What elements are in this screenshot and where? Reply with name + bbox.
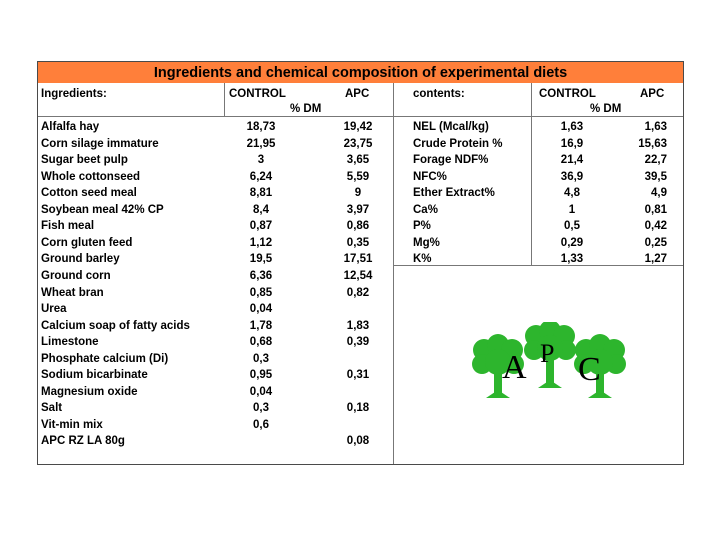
ingredient-name: Salt <box>41 402 63 415</box>
content-apc-value: 0,25 <box>644 236 667 249</box>
apc-logo <box>468 322 628 404</box>
ingredient-name: APC RZ LA 80g <box>41 435 125 448</box>
ingredient-apc-value: 12,54 <box>343 269 373 282</box>
ingredient-control-value: 6,36 <box>249 269 273 282</box>
content-name: Ether Extract% <box>413 187 495 200</box>
ingredient-name: Alfalfa hay <box>41 121 100 133</box>
ingredient-name: Vit-min mix <box>41 418 103 431</box>
content-name: Mg% <box>413 236 440 249</box>
ingredient-name: Ground corn <box>41 269 111 282</box>
ingredients-apc-header: APC <box>345 88 370 100</box>
content-control-value: 0,29 <box>560 236 584 249</box>
ingredient-apc-value: 19,42 <box>343 121 373 133</box>
ingredient-control-value: 8,4 <box>253 203 269 216</box>
ingredient-control-value: 0,3 <box>253 352 269 365</box>
ingredient-name: Corn gluten feed <box>41 236 133 249</box>
ingredient-name: Corn silage immature <box>41 137 159 150</box>
ingredient-apc-value: 17,51 <box>343 253 373 266</box>
ingredient-name: Fish meal <box>41 220 95 233</box>
ingredient-name: Sugar beet pulp <box>41 154 128 167</box>
content-apc-value: 22,7 <box>644 154 667 167</box>
ingredient-apc-value: 3,65 <box>346 154 370 167</box>
content-control-value: 36,9 <box>560 170 584 183</box>
content-apc-value: 15,63 <box>638 137 667 150</box>
content-apc-value: 1,27 <box>644 253 667 266</box>
ingredient-name: Urea <box>41 303 67 316</box>
content-name: NFC% <box>413 170 447 183</box>
ingredient-control-value: 3 <box>257 154 265 167</box>
ingredient-control-value: 8,81 <box>249 187 273 200</box>
ingredient-control-value: 1,78 <box>249 319 273 332</box>
ingredient-apc-value: 0,82 <box>346 286 370 299</box>
content-apc-value: 1,63 <box>644 121 667 133</box>
ingredient-control-value: 21,95 <box>246 137 276 150</box>
content-name: Crude Protein % <box>413 137 503 150</box>
ingredient-control-value: 0,87 <box>249 220 273 233</box>
content-name: P% <box>413 220 431 233</box>
ingredient-apc-value: 0,39 <box>346 336 370 349</box>
divider-left-names <box>224 83 225 116</box>
logo-letter-c: C <box>578 351 601 388</box>
content-apc-value: 4,9 <box>651 187 667 200</box>
content-control-value: 4,8 <box>564 187 580 200</box>
content-control-value: 1,33 <box>560 253 584 266</box>
ingredient-apc-value: 5,59 <box>346 170 370 183</box>
ingredient-control-value: 0,04 <box>249 303 273 316</box>
ingredient-name: Magnesium oxide <box>41 385 138 398</box>
ingredient-name: Wheat bran <box>41 286 104 299</box>
ingredient-apc-value: 1,83 <box>346 319 370 332</box>
content-control-value: 21,4 <box>560 154 584 167</box>
ingredient-apc-value: 3,97 <box>346 203 370 216</box>
ingredient-name: Cotton seed meal <box>41 187 137 200</box>
divider-right-names <box>531 83 532 265</box>
ingredient-apc-value: 23,75 <box>343 137 373 150</box>
ingredients-control-header: CONTROL <box>229 88 286 100</box>
ingredient-control-value: 19,5 <box>249 253 273 266</box>
ingredient-name: Phosphate calcium (Di) <box>41 352 169 365</box>
ingredient-control-value: 0,68 <box>249 336 273 349</box>
ingredient-control-value: 0,95 <box>249 369 273 382</box>
content-control-value: 0,5 <box>564 220 580 233</box>
header-underline <box>38 116 683 117</box>
content-apc-value: 0,81 <box>644 203 667 216</box>
ingredient-control-value: 18,73 <box>246 121 276 133</box>
contents-unit-header: % DM <box>590 103 622 115</box>
divider-left-table <box>393 83 394 464</box>
ingredient-name: Sodium bicarbinate <box>41 369 148 382</box>
ingredient-apc-value: 9 <box>354 187 362 200</box>
ingredient-control-value: 1,12 <box>249 236 273 249</box>
logo-letter-p: P <box>540 339 555 368</box>
ingredient-name: Ground barley <box>41 253 120 266</box>
ingredient-control-value: 6,24 <box>249 170 273 183</box>
ingredient-apc-value: 0,18 <box>346 402 370 415</box>
ingredients-header: Ingredients: <box>41 88 107 100</box>
ingredient-control-value: 0,85 <box>249 286 273 299</box>
ingredient-control-value: 0,04 <box>249 385 273 398</box>
content-name: Forage NDF% <box>413 154 489 167</box>
ingredient-name: Limestone <box>41 336 99 349</box>
content-apc-value: 39,5 <box>644 170 667 183</box>
ingredient-apc-value: 0,35 <box>346 236 370 249</box>
ingredient-name: Calcium soap of fatty acids <box>41 319 190 332</box>
content-control-value: 16,9 <box>560 137 584 150</box>
content-control-value: 1,63 <box>560 121 584 133</box>
contents-control-header: CONTROL <box>539 88 596 100</box>
ingredient-control-value: 0,3 <box>253 402 269 415</box>
ingredients-unit-header: % DM <box>290 103 322 115</box>
content-name: NEL (Mcal/kg) <box>413 121 489 133</box>
ingredient-apc-value: 0,86 <box>346 220 370 233</box>
ingredient-apc-value: 0,31 <box>346 369 370 382</box>
content-control-value: 1 <box>568 203 576 216</box>
logo-letter-a: A <box>502 349 527 386</box>
content-apc-value: 0,42 <box>644 220 667 233</box>
content-name: Ca% <box>413 203 438 216</box>
ingredient-control-value: 0,6 <box>253 418 269 431</box>
contents-header: contents: <box>413 88 465 100</box>
ingredient-name: Whole cottonseed <box>41 170 141 183</box>
ingredient-name: Soybean meal 42% CP <box>41 203 164 216</box>
contents-apc-header: APC <box>640 88 665 100</box>
page-title: Ingredients and chemical composition of experimental diets <box>153 65 568 81</box>
content-name: K% <box>413 253 432 266</box>
ingredient-apc-value: 0,08 <box>346 435 370 448</box>
